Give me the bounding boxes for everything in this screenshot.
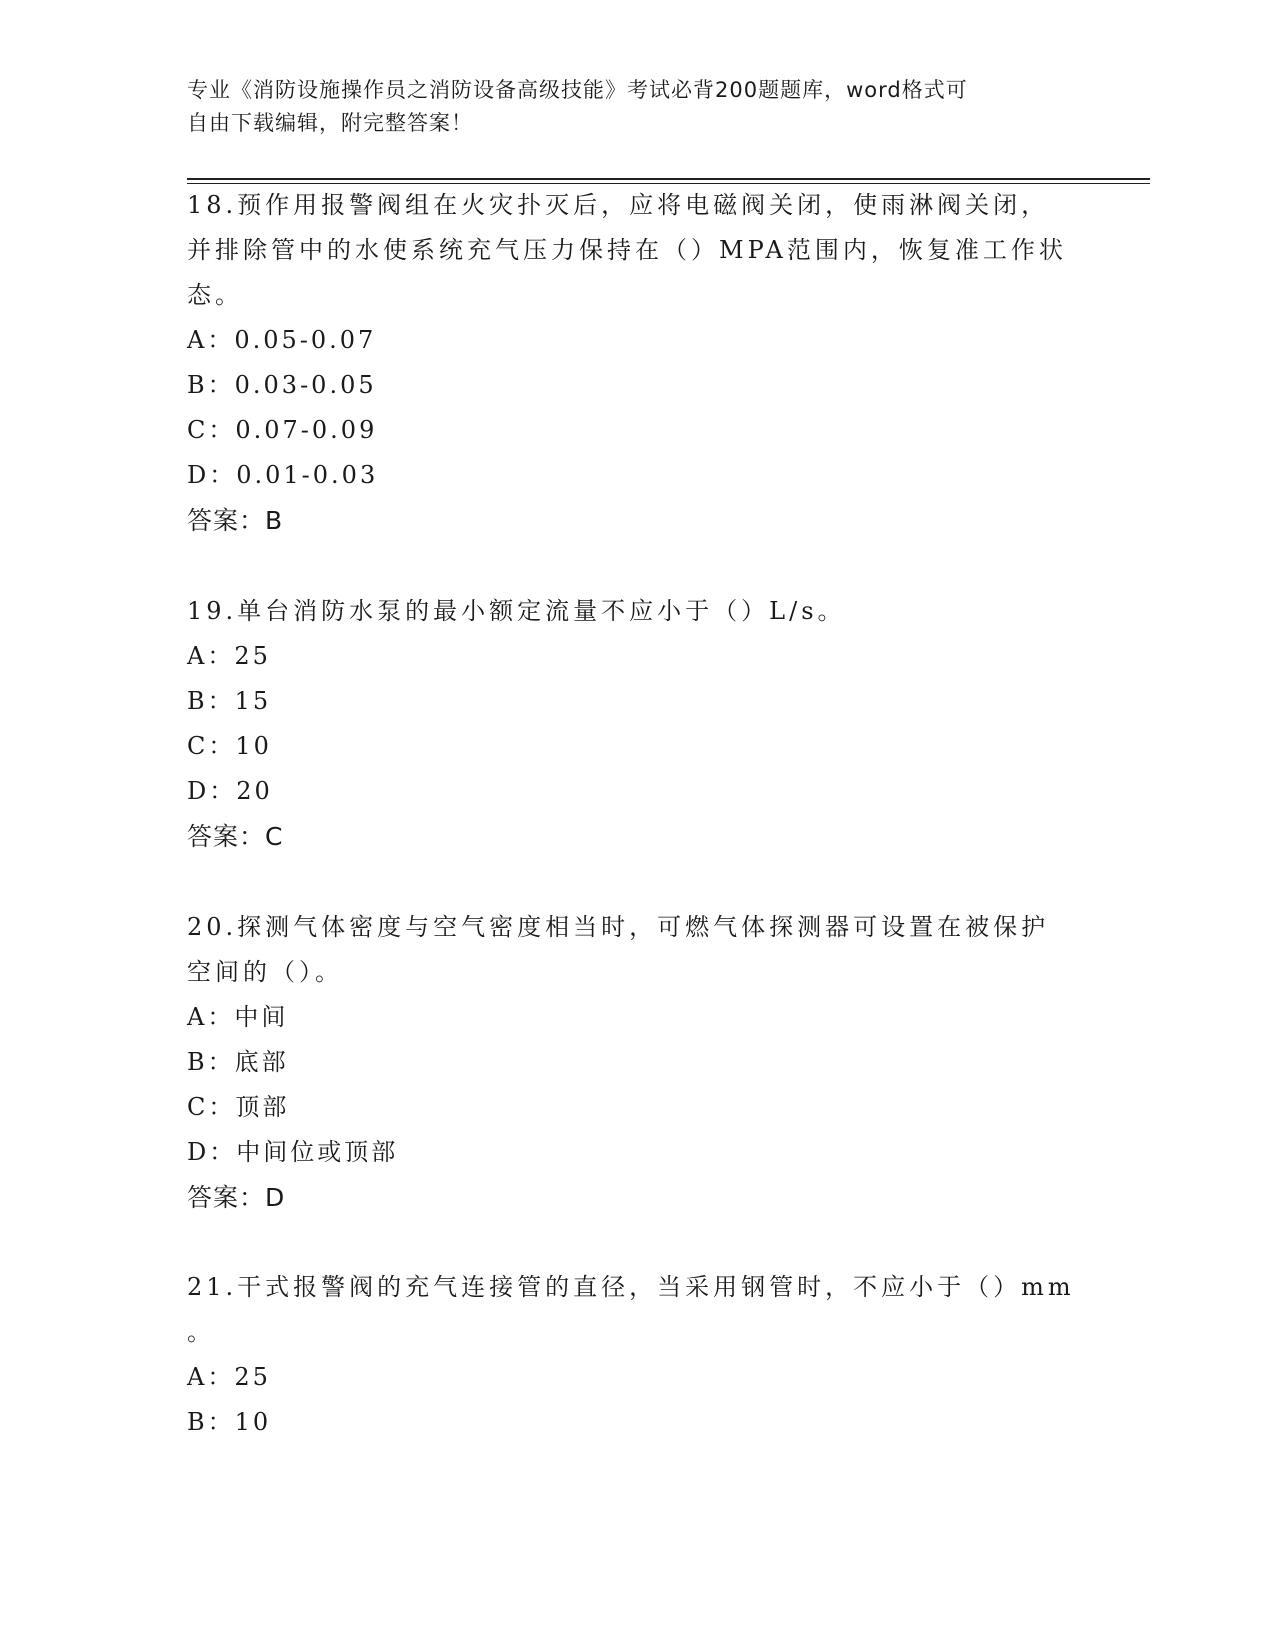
- question-stem-line: 并排除管中的水使系统充气压力保持在（）MPA范围内，恢复准工作状: [187, 236, 1067, 264]
- option-d: D：20: [187, 777, 273, 805]
- option-a: A：0.05-0.07: [187, 326, 377, 354]
- option-b: B：15: [187, 687, 272, 715]
- question-20: [187, 905, 1087, 1220]
- option-a: A：中间: [187, 1003, 289, 1031]
- question-18: [187, 183, 1087, 543]
- option-c: C：10: [187, 732, 272, 760]
- option-b: B：10: [187, 1408, 272, 1436]
- question-stem-line: 19.单台消防水泵的最小额定流量不应小于（）L/s。: [187, 597, 846, 625]
- option-b: B：底部: [187, 1048, 289, 1076]
- question-19: [187, 589, 1087, 859]
- option-c: C：0.07-0.09: [187, 416, 378, 444]
- header-line-2: 自由下载编辑，附完整答案！: [187, 111, 473, 135]
- question-stem-line: 18.预作用报警阀组在火灾扑灭后，应将电磁阀关闭，使雨淋阀关闭，: [187, 191, 1050, 219]
- option-c: C：顶部: [187, 1093, 290, 1121]
- header-line-1: 专业《消防设施操作员之消防设备高级技能》考试必背200题题库，word格式可: [187, 78, 968, 102]
- question-21: [187, 1265, 1087, 1445]
- header-divider-thick: [187, 178, 1150, 180]
- question-stem-line: 态。: [187, 281, 243, 309]
- question-stem-line: 21.干式报警阀的充气连接管的直径，当采用钢管时，不应小于（）mm: [187, 1273, 1075, 1301]
- option-b: B：0.03-0.05: [187, 371, 377, 399]
- answer-label: 答案：B: [187, 506, 284, 535]
- option-a: A：25: [187, 642, 271, 670]
- option-d: D：中间位或顶部: [187, 1138, 399, 1166]
- option-a: A：25: [187, 1363, 271, 1391]
- option-d: D：0.01-0.03: [187, 461, 379, 489]
- answer-label: 答案：D: [187, 1183, 286, 1212]
- question-stem-line: 。: [187, 1318, 215, 1346]
- answer-label: 答案：C: [187, 822, 284, 851]
- question-stem-line: 20.探测气体密度与空气密度相当时，可燃气体探测器可设置在被保护: [187, 913, 1050, 941]
- question-stem-line: 空间的（）。: [187, 958, 343, 986]
- document-header: [187, 74, 1067, 140]
